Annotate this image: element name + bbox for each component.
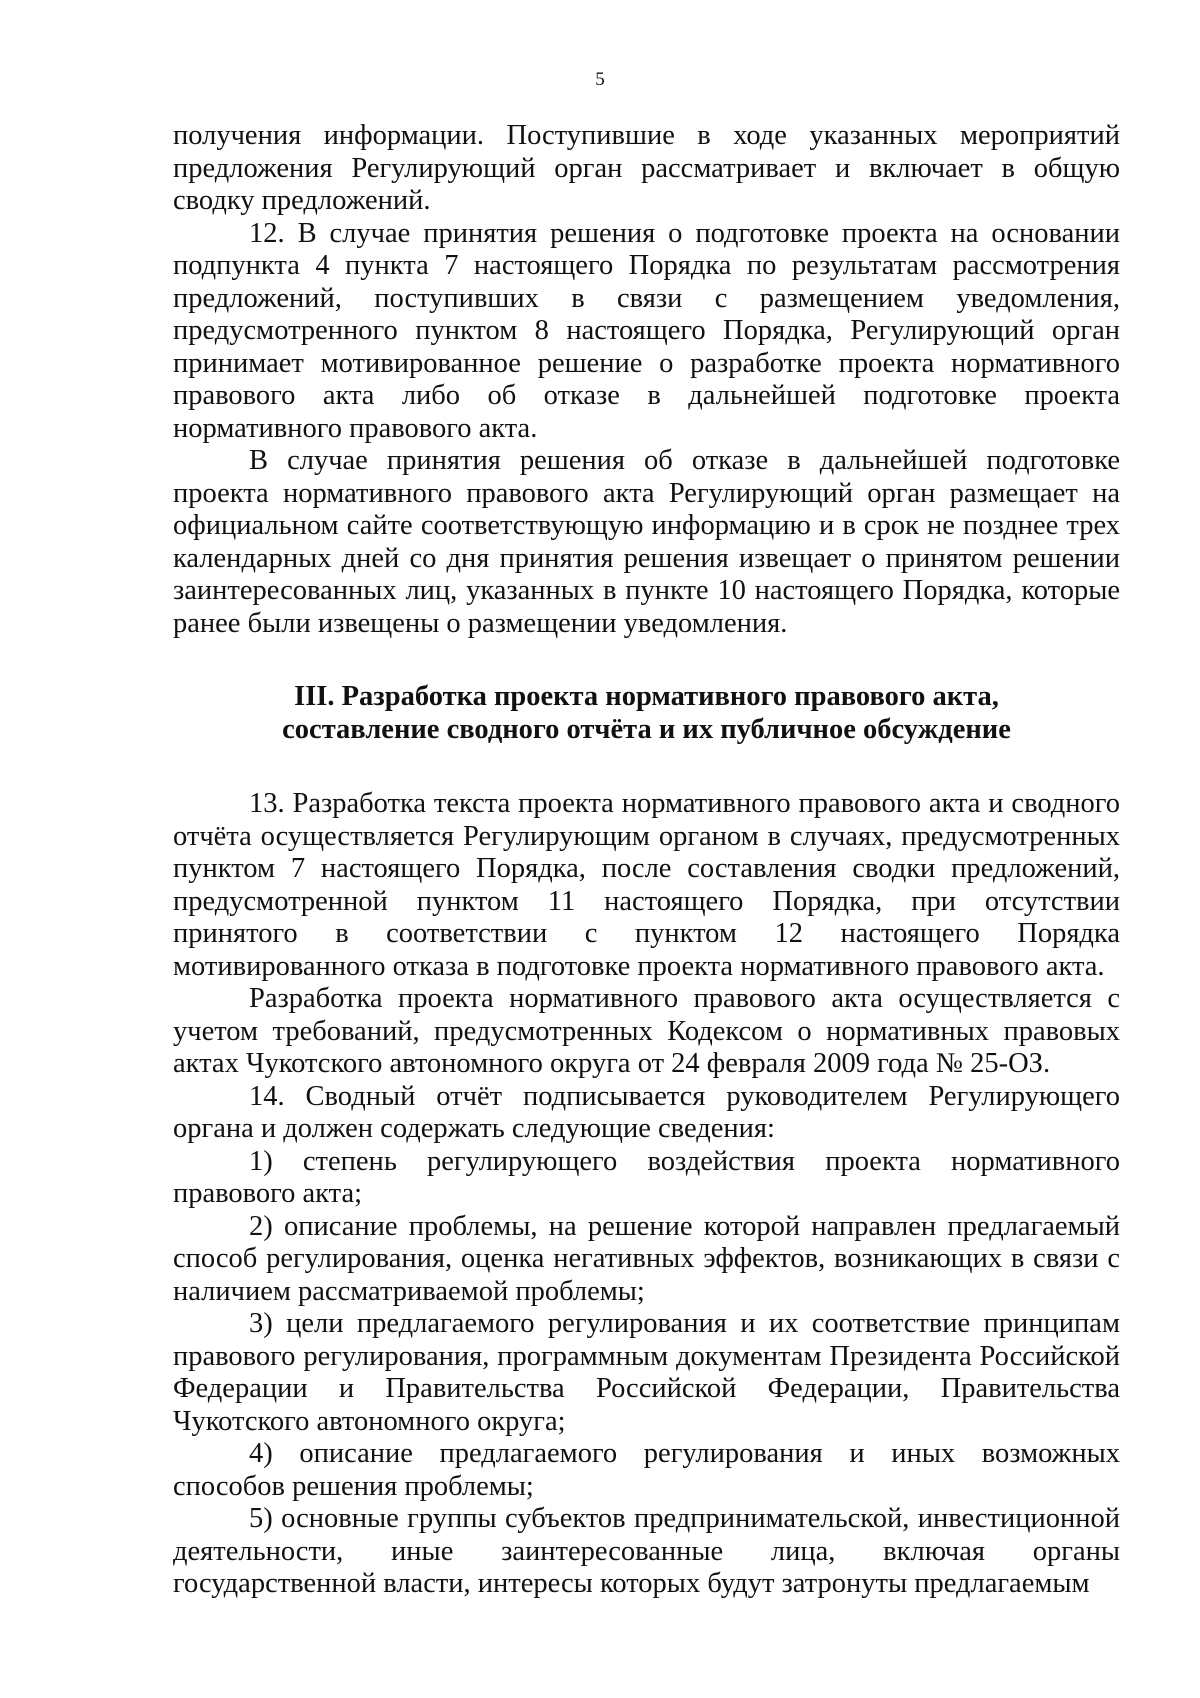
document-body — [173, 120, 1120, 1601]
paragraph: 14. Сводный отчёт подписывается руководителем Регулирующего органа и должен содержать следующие сведения: — [173, 1080, 1120, 1144]
paragraph: 13. Разработка текста проекта нормативного правового акта и сводного отчёта осуществляется Регулирующим органом в случаях, предусмотренных пунктом 7 настоящего Порядка, после составления сводки предложений, предусмотренной пунктом 11 настоящего Порядка, при отсутствии принятого в соответствии с пунктом 12 настоящего Порядка мотивированного отказа в подготовке проекта нормативного правового акта. — [173, 788, 1120, 982]
paragraph: 3) цели предлагаемого регулирования и их соответствие принципам правового регулирования, программным документам Президента Российской Федерации и Правительства Российской Федерации, Правительства Чукотского автономного округа; — [173, 1308, 1120, 1437]
section-heading-line2: составление сводного отчёта и их публичное обсуждение — [282, 714, 1011, 745]
paragraph: Разработка проекта нормативного правового акта осуществляется с учетом требований, предусмотренных Кодексом о нормативных правовых актах Чукотского автономного округа от 24 февраля 2009 года № 25-ОЗ. — [173, 983, 1120, 1079]
page-number: 5 — [595, 69, 605, 90]
paragraph: В случае принятия решения об отказе в дальнейшей подготовке проекта нормативного правового акта Регулирующий орган размещает на официальном сайте соответствующую информацию и в срок не позднее трех календарных дней со дня принятия решения извещает о принятом решении заинтересованных лиц, указанных в пункте 10 настоящего Порядка, которые ранее были извещены о размещении уведомления. — [173, 445, 1120, 639]
paragraph: 5) основные группы субъектов предпринимательской, инвестиционной деятельности, иные заинтересованные лица, включая органы государственной власти, интересы которых будут затронуты предлагаемым — [173, 1503, 1120, 1599]
paragraph: 12. В случае принятия решения о подготовке проекта на основании подпункта 4 пункта 7 настоящего Порядка по результатам рассмотрения предложений, поступивших в связи с размещением уведомления, предусмотренного пунктом 8 настоящего Порядка, Регулирующий орган принимает мотивированное решение о разработке проекта нормативного правового акта либо об отказе в дальнейшей подготовке проекта нормативного правового акта. — [173, 217, 1120, 444]
paragraphs-bottom — [173, 788, 1120, 1601]
section-heading-line1: III. Разработка проекта нормативного правового акта, — [294, 681, 999, 712]
paragraph: 2) описание проблемы, на решение которой направлен предлагаемый способ регулирования, оценка негативных эффектов, возникающих в связи с наличием рассматриваемой проблемы; — [173, 1210, 1120, 1307]
section-heading — [173, 680, 1120, 746]
paragraphs-top — [173, 120, 1120, 640]
paragraph: 4) описание предлагаемого регулирования и иных возможных способов решения проблемы; — [173, 1438, 1120, 1502]
paragraph: получения информации. Поступившие в ходе указанных мероприятий предложения Регулирующий орган рассматривает и включает в общую сводку предложений. — [173, 120, 1120, 216]
paragraph: 1) степень регулирующего воздействия проекта нормативного правового акта; — [173, 1145, 1120, 1209]
